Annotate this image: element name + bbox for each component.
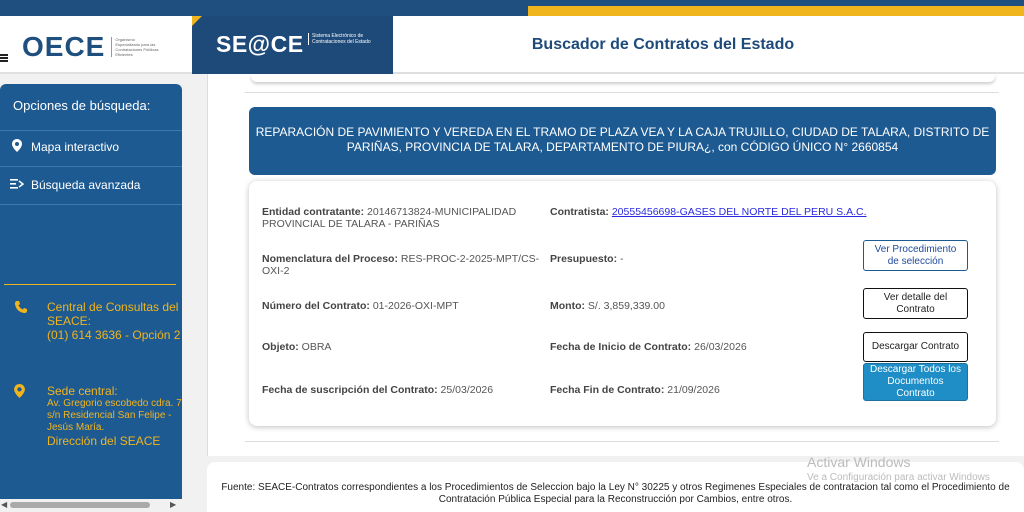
presupuesto	[550, 253, 750, 265]
sidebar-horizontal-scrollbar[interactable]	[0, 499, 182, 512]
footer-source-note: Fuente: SEACE-Contratos correspondientes a los Procedimientos de Seleccion bajo la Ley N° 30225 y otros Regimenes Especiales de contratacion tal como el Procedimiento de Contratación Pública Especial para la Reconstrucción por Cambios, entre otros.	[207, 462, 1024, 512]
ver-detalle-button[interactable]: Ver detalle del Contrato	[863, 288, 968, 319]
field-value: 01-2026-OXI-MPT	[372, 300, 459, 312]
field-value: 26/03/2026	[694, 341, 747, 353]
top-color-bar	[0, 0, 1024, 16]
sidebar-item-label: Mapa interactivo	[31, 140, 120, 154]
field-value: 25/03/2026	[440, 384, 494, 396]
field-label: Nomenclatura del Proceso:	[262, 253, 398, 265]
fecha-inicio	[550, 341, 830, 353]
central-consultas-phone[interactable]: (01) 614 3636 - Opción 2	[47, 328, 181, 342]
field-value: RES-PROC-2-2025-MPT/CS-OXI-2	[262, 253, 540, 277]
field-value: 20146713824-MUNICIPALIDAD PROVINCIAL DE TALARA - PARIÑAS	[262, 206, 517, 230]
field-value: OBRA	[301, 341, 332, 353]
advanced-search-icon	[8, 178, 26, 192]
sidebar-divider	[0, 166, 182, 167]
ver-procedimiento-button[interactable]: Ver Procedimiento de selección	[863, 240, 968, 271]
page-header	[0, 16, 1024, 74]
field-label: Contratista:	[550, 206, 609, 218]
seace-logo[interactable]	[192, 16, 393, 74]
sidebar-item-mapa[interactable]	[8, 130, 178, 164]
objeto	[262, 341, 547, 353]
page-title: Buscador de Contratos del Estado	[531, 36, 795, 53]
fecha-suscripcion	[262, 384, 547, 396]
field-label: Objeto:	[262, 341, 299, 353]
oece-logo[interactable]	[22, 31, 159, 63]
sidebar-gold-divider	[4, 284, 176, 285]
field-label: Fecha de Inicio de Contrato:	[550, 341, 692, 353]
contract-title-banner: REPARACIÓN DE PAVIMIENTO Y VEREDA EN EL TRAMO DE PLAZA VEA Y LA CAJA TRUJILLO, CIUDAD DE TALARA, DISTRITO DE PARIÑAS, PROVINCIA DE TALARA, DEPARTAMENTO DE PIURA¿, con CÓDIGO ÚNICO N° 2660854	[249, 107, 996, 175]
seace-logo-fold	[192, 16, 202, 26]
contratista	[550, 206, 880, 218]
sidebar-item-busqueda-avanzada[interactable]	[8, 168, 178, 202]
sede-central-address: Av. Gregorio escobedo cdra. 7 s/n Residencial San Felipe - Jesús María.	[47, 398, 182, 433]
oece-logo-text: OECE	[22, 31, 106, 62]
sidebar-divider	[0, 204, 182, 205]
scrollbar-thumb[interactable]	[10, 502, 150, 508]
previous-result-card-edge	[251, 74, 995, 82]
scroll-right-icon[interactable]: ▶	[170, 500, 177, 509]
contract-detail-card	[249, 181, 996, 426]
field-label: Monto:	[550, 300, 585, 312]
sede-central	[14, 384, 182, 474]
results-divider	[245, 441, 999, 442]
sidebar-title: Opciones de búsqueda:	[13, 98, 151, 113]
oece-logo-subtitle: Organismo Especializado para las Contrataciones Públicas Eficientes	[111, 37, 159, 57]
central-consultas-heading: Central de Consultas del SEACE:	[47, 300, 179, 328]
field-label: Entidad contratante:	[262, 206, 365, 218]
scroll-left-icon[interactable]: ◀	[1, 500, 8, 509]
field-label: Número del Contrato:	[262, 300, 370, 312]
results-divider	[245, 92, 999, 93]
central-consultas	[14, 300, 179, 360]
seace-logo-subtitle: Sistema Electrónico de Contrataciones del Estado	[308, 33, 378, 45]
field-value: S/. 3,859,339.00	[587, 300, 665, 312]
hamburger-menu-icon[interactable]	[0, 54, 8, 62]
contratista-link[interactable]: 20555456698-GASES DEL NORTE DEL PERU S.A.C.	[611, 206, 867, 218]
location-pin-icon	[14, 384, 25, 401]
map-pin-icon	[8, 139, 26, 155]
top-gold-stripe	[528, 6, 1024, 16]
sidebar-item-label: Búsqueda avanzada	[31, 178, 141, 192]
sede-central-direccion: Dirección del SEACE	[47, 434, 161, 448]
numero-contrato	[262, 300, 547, 312]
field-label: Fecha Fin de Contrato:	[550, 384, 665, 396]
entidad-contratante	[262, 206, 542, 230]
activation-watermark: Activar Windows	[807, 454, 911, 470]
sidebar	[0, 84, 182, 512]
fecha-fin	[550, 384, 830, 396]
descargar-contrato-button[interactable]: Descargar Contrato	[863, 332, 968, 362]
monto	[550, 300, 790, 312]
field-value: -	[620, 253, 624, 265]
field-value: 21/09/2026	[667, 384, 720, 396]
seace-logo-text: SE@CE	[216, 31, 304, 57]
field-label: Fecha de suscripción del Contrato:	[262, 384, 438, 396]
nomenclatura-proceso	[262, 253, 547, 277]
activation-watermark-subtitle: Ve a Configuración para activar Windows	[807, 472, 990, 483]
field-label: Presupuesto:	[550, 253, 618, 265]
descargar-todos-button[interactable]: Descargar Todos los Documentos Contrato	[863, 363, 968, 401]
phone-icon	[14, 300, 28, 317]
sede-central-heading: Sede central:	[47, 384, 118, 398]
